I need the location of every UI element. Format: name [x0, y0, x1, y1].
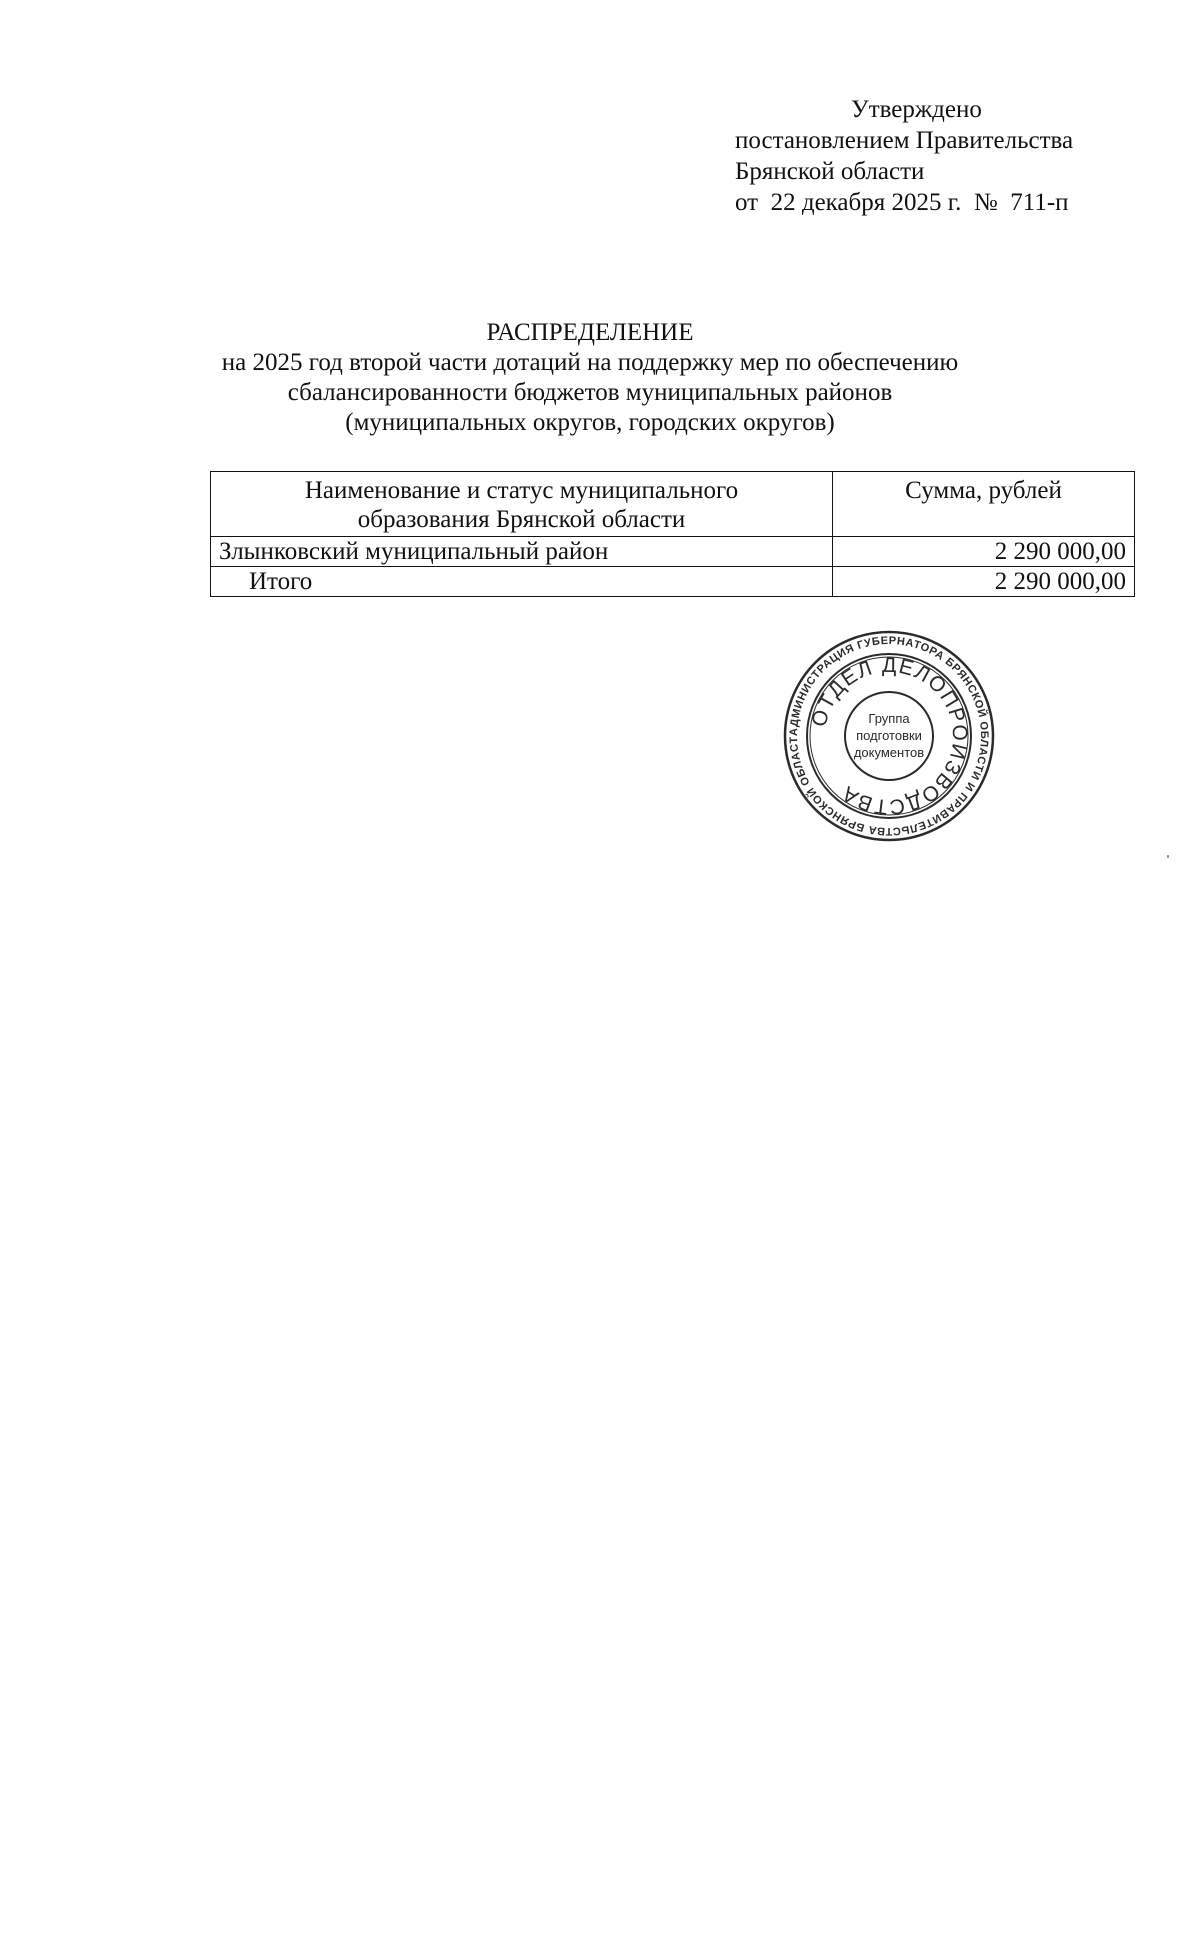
document-title [210, 318, 970, 438]
title-line-3: (муниципальных округов, городских округов) [345, 409, 835, 436]
table-header-row [211, 472, 1135, 537]
seal-middle-text-path: ОТДЕЛ ДЕЛОПРОИЗВОДСТВА [807, 653, 972, 819]
title-line-2: сбалансированности бюджетов муниципальных районов [287, 379, 893, 406]
header-name-line-1: Наименование и статус муниципального [304, 477, 739, 504]
seal-outer-text-path: АДМИНИСТРАЦИЯ ГУБЕРНАТОРА БРЯНСКОЙ ОБЛАСТИ И ПРАВИТЕЛЬСТВА БРЯНСКОЙ ОБЛАСТ [787, 634, 991, 838]
table-row [211, 537, 1135, 567]
header-name-line-2: образования Брянской области [357, 506, 686, 533]
seal-center-line-2: подготовки [856, 728, 922, 743]
approval-label: Утверждено [851, 96, 982, 123]
approval-region: Брянской области [735, 158, 925, 185]
header-name-cell [211, 472, 833, 537]
header-sum-cell: Сумма, рублей [833, 472, 1135, 537]
row-sum-cell: 2 290 000,00 [833, 537, 1135, 567]
seal-center-line-3: документов [853, 745, 925, 760]
scan-speck [1167, 855, 1169, 858]
seal-icon [783, 630, 995, 842]
total-name-cell: Итого [211, 567, 833, 597]
distribution-table [210, 471, 1135, 597]
approval-date-number: от 22 декабря 2025 г. № 711-п [735, 189, 1069, 216]
approval-block [735, 94, 1073, 218]
total-sum-cell: 2 290 000,00 [833, 567, 1135, 597]
seal-center-line-1: Группа [868, 711, 910, 726]
row-name-cell: Злынковский муниципальный район [211, 537, 833, 567]
title-heading: РАСПРЕДЕЛЕНИЕ [486, 319, 694, 346]
table-total-row [211, 567, 1135, 597]
approval-resolution: постановлением Правительства [735, 127, 1074, 154]
official-seal [783, 630, 995, 842]
title-line-1: на 2025 год второй части дотаций на поддержку мер по обеспечению [221, 349, 959, 376]
